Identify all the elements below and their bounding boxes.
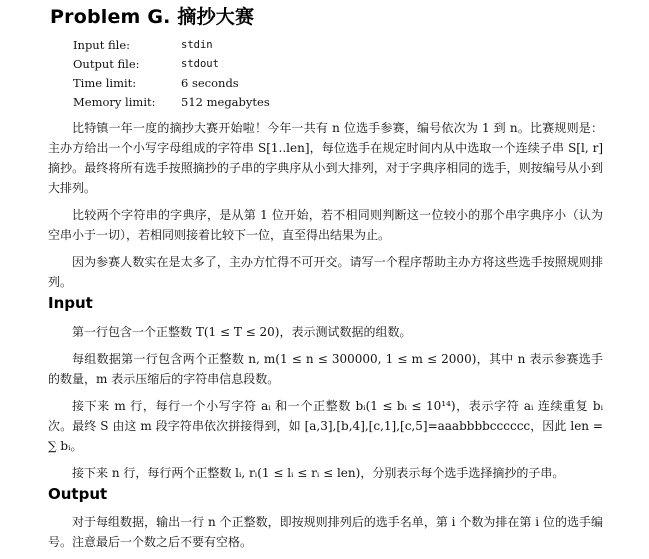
output-section: [48, 512, 603, 559]
meta-value: 512 megabytes: [181, 95, 270, 109]
statement-paragraph: 比较两个字符串的字典序，是从第 1 位开始，若不相同则判断这一位较小的那个串字典序小（认为空串小于一切），若相同则接着比较下一位，直至得出结果为止。: [48, 208, 603, 242]
statement-section: [48, 118, 603, 299]
problem-title: Problem G. 摘抄大赛: [50, 6, 255, 28]
meta-input-file: [73, 36, 393, 55]
meta-key: Time limit:: [73, 76, 137, 90]
meta-key: Memory limit:: [73, 95, 156, 109]
meta-memory-limit: [73, 93, 393, 112]
meta-value: stdin: [181, 39, 213, 51]
meta-output-file: [73, 55, 393, 74]
statement-paragraph: 因为参赛人数实在是太多了，主办方忙得不可开交。请写一个程序帮助主办方将这些选手按照规则排列。: [48, 255, 603, 289]
input-paragraph: 第一行包含一个正整数 T(1 ≤ T ≤ 20)，表示测试数据的组数。: [72, 325, 412, 339]
meta-key: Output file:: [73, 57, 140, 71]
input-section: [48, 322, 603, 490]
input-heading: Input: [48, 294, 93, 312]
meta-value: stdout: [181, 58, 219, 70]
meta-value: 6 seconds: [181, 76, 239, 90]
meta-time-limit: [73, 74, 393, 93]
output-heading: Output: [48, 485, 108, 503]
meta-key: Input file:: [73, 38, 131, 52]
output-paragraph: 对于每组数据，输出一行 n 个正整数，即按规则排列后的选手名单，第 i 个数为排在第 i 位的选手编号。注意最后一个数之后不要有空格。: [48, 515, 603, 549]
input-paragraph: 每组数据第一行包含两个正整数 n, m(1 ≤ n ≤ 300000, 1 ≤ m ≤ 2000)，其中 n 表示参赛选手的数量，m 表示压缩后的字符串信息段数。: [48, 352, 603, 386]
input-paragraph: 接下来 m 行，每行一个小写字符 aᵢ 和一个正整数 bᵢ(1 ≤ bᵢ ≤ 10¹⁴)，表示字符 aᵢ 连续重复 bᵢ 次。最终 S 由这 m 段字符串依次拼接得到，如 [a,3],[b,4],[c,1],[c,5]=aaabbbbcccccc，因此 len = ∑ bᵢ。: [48, 399, 603, 453]
statement-paragraph: 比特镇一年一度的摘抄大赛开始啦！今年一共有 n 位选手参赛，编号依次为 1 到 n。比赛规则是：主办方给出一个小写字母组成的字符串 S[1..len]，每位选手在规定时间内从中选取一个连续子串 S[l, r] 摘抄。最终将所有选手按照摘抄的子串的字典序从小到大排列，对于字典序相同的选手，则按编号从小到大排列。: [48, 121, 603, 195]
problem-meta: [73, 36, 393, 112]
input-paragraph: 接下来 n 行，每行两个正整数 lᵢ, rᵢ(1 ≤ lᵢ ≤ rᵢ ≤ len)，分别表示每个选手选择摘抄的子串。: [72, 466, 565, 480]
